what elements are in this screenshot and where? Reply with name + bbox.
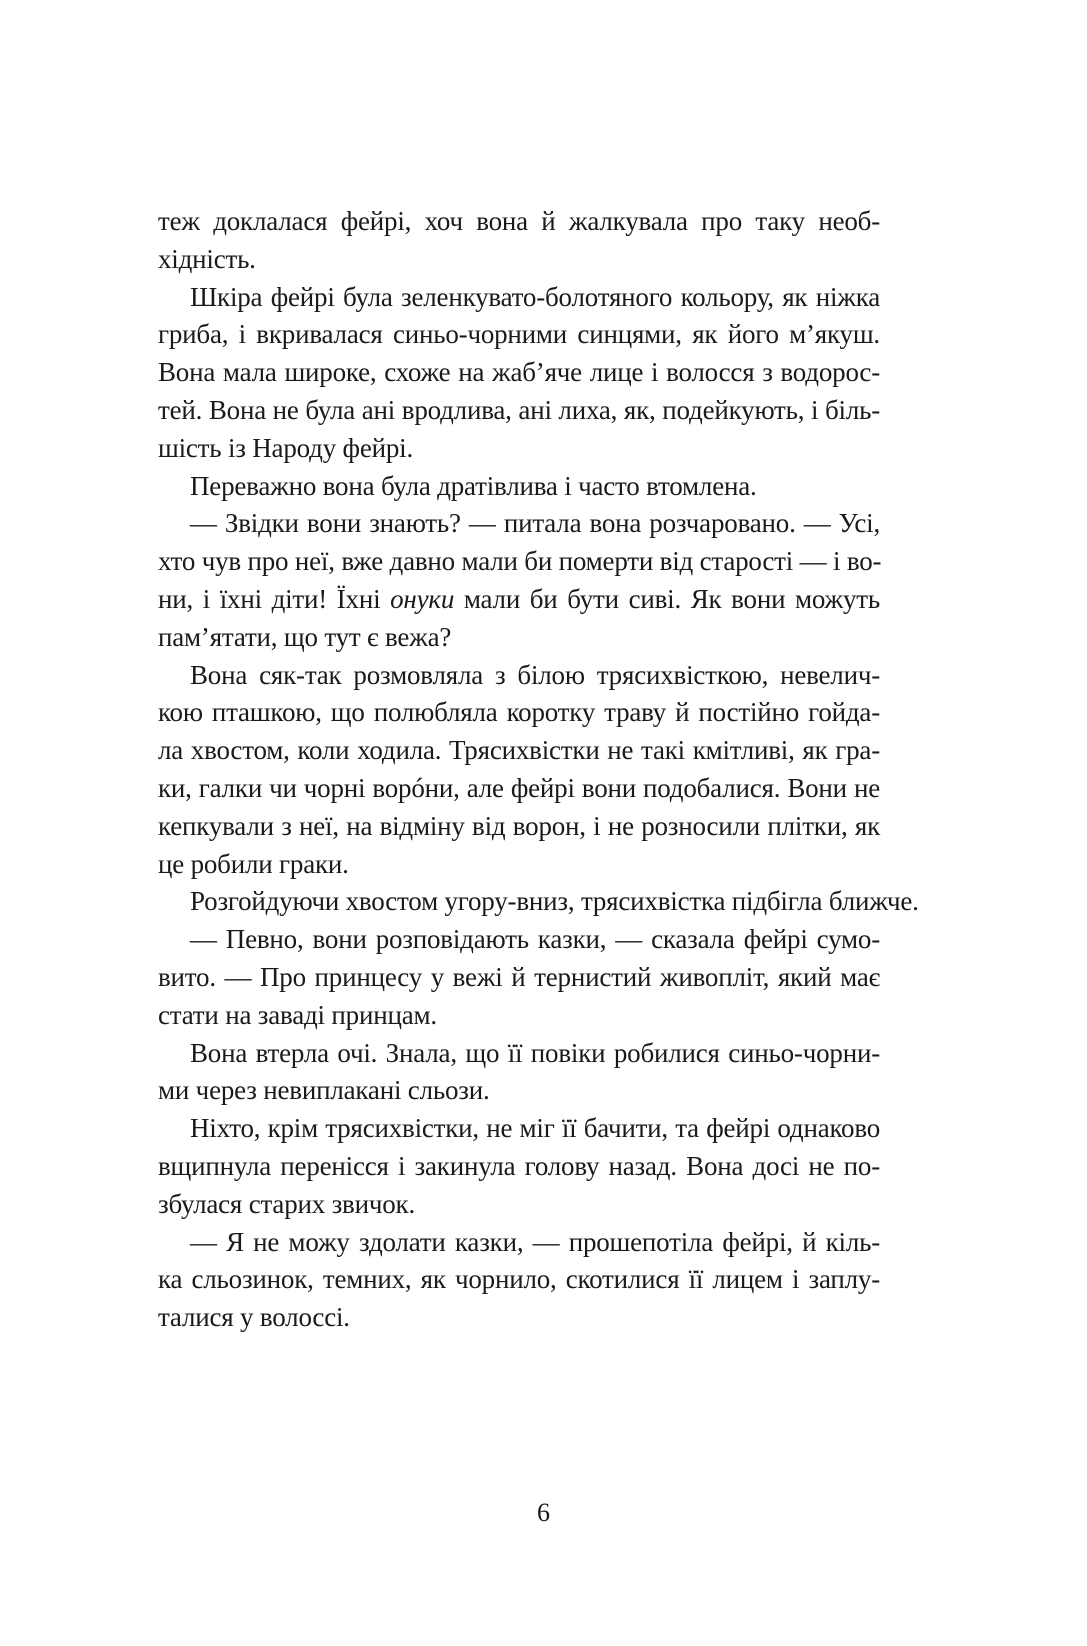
text-line: це робили граки. xyxy=(158,848,349,879)
text-line: тей. Вона не була ані вродлива, ані лиха, як, подейкують, і біль- xyxy=(158,394,880,425)
text-line: ка сльозинок, темних, як чорнило, скотилися її лицем і заплу- xyxy=(158,1264,880,1295)
text-line: Ніхто, крім трясихвістки, не міг її бачити, та фейрі однаково xyxy=(190,1113,880,1144)
paragraph xyxy=(158,203,880,279)
text-line: хідність. xyxy=(158,243,256,274)
text-line: Шкіра фейрі була зеленкувато-болотяного кольору, як ніжка xyxy=(190,281,880,312)
text-line: ла хвостом, коли ходила. Трясихвістки не такі кмітливі, як гра- xyxy=(158,735,880,766)
text-line: кепкували з неї, на відміну від ворон, і не розносили плітки, як xyxy=(158,810,880,841)
text-line: Розгойдуючи хвостом угору-вниз, трясихвістка підбігла ближче. xyxy=(190,886,919,917)
text-line: Вона мала широке, схоже на жаб’яче лице і волосся з водорос- xyxy=(158,357,880,388)
paragraph xyxy=(158,1110,880,1223)
paragraph xyxy=(158,883,919,921)
body-text xyxy=(158,203,919,1337)
text-line: гриба, і вкривалася синьо-чорними синцями, як його м’якуш. xyxy=(158,319,880,350)
text-line: збулася старих звичок. xyxy=(158,1188,416,1219)
text-line: талися у волоссі. xyxy=(158,1302,350,1333)
text-line: пам’ятати, що тут є вежа? xyxy=(158,621,452,652)
text-line: ки, галки чи чорні ворóни, але фейрі вони подобалися. Вони не xyxy=(158,772,880,803)
text-line: вщипнула перенісся і закинула голову назад. Вона досі не по- xyxy=(158,1150,880,1181)
paragraph xyxy=(158,505,880,656)
text-line: ни, і їхні діти! Їхні онуки мали би бути сиві. Як вони можуть xyxy=(158,583,880,614)
text-line: вито. — Про принцесу у вежі й тернистий живопліт, який має xyxy=(158,961,880,992)
text-line: стати на заваді принцам. xyxy=(158,999,437,1030)
text-line: теж доклалася фейрі, хоч вона й жалкувала про таку необ- xyxy=(158,206,880,236)
text-line: Вона втерла очі. Знала, що її повіки робилися синьо-чорни- xyxy=(190,1037,880,1068)
text-line: — Звідки вони знають? — питала вона розчаровано. — Усі, xyxy=(190,508,880,539)
paragraph xyxy=(158,921,880,1034)
text-line: — Я не можу здолати казки, — прошепотіла фейрі, й кіль- xyxy=(190,1226,880,1257)
text-line: ми через невиплакані сльози. xyxy=(158,1075,490,1106)
paragraph xyxy=(158,279,880,468)
paragraph xyxy=(158,468,880,506)
text-line: — Певно, вони розповідають казки, — сказала фейрі сумо- xyxy=(190,924,880,955)
paragraph xyxy=(158,1035,880,1111)
text-line: Вона сяк-так розмовляла з білою трясихвісткою, невелич- xyxy=(190,659,880,690)
page-number: 6 xyxy=(537,1498,550,1527)
text-line: кою пташкою, що полюбляла коротку траву й постійно гойда- xyxy=(158,697,880,728)
text-line: шість із Народу фейрі. xyxy=(158,432,414,463)
text-line: Переважно вона була дратівлива і часто втомлена. xyxy=(190,470,757,501)
paragraph xyxy=(158,1224,880,1337)
paragraph xyxy=(158,657,880,884)
text-line: хто чув про неї, вже давно мали би померти від старості — і во- xyxy=(158,546,882,577)
italic-word: онуки xyxy=(390,583,455,614)
